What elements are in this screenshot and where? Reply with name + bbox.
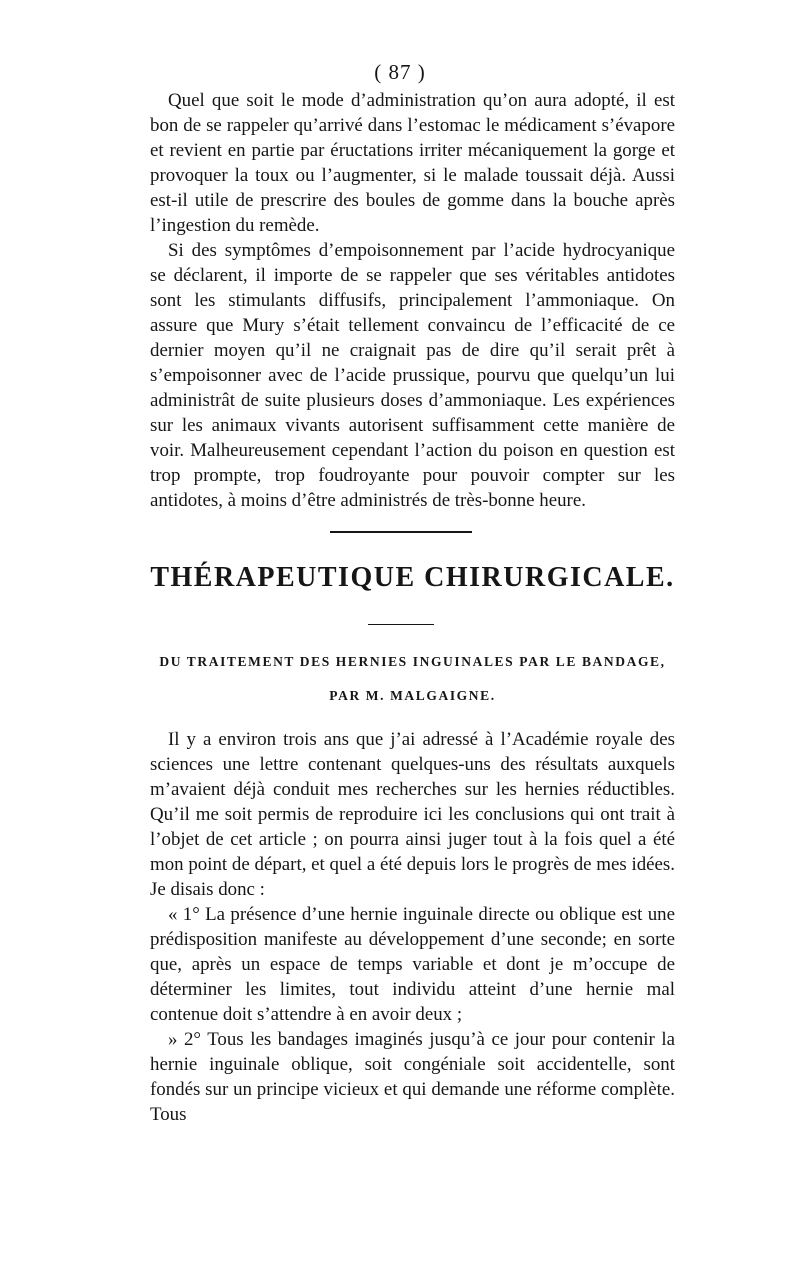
article-title: DU TRAITEMENT DES HERNIES INGUINALES PAR LE BANDAGE, [159,654,666,669]
section-title: THÉRAPEUTIQUE CHIRURGICALE. [150,562,675,593]
article-author: PAR M. MALGAIGNE. [329,688,496,703]
paragraph-antidotes: Si des symptômes d’empoisonnement par l’acide hydrocyanique se déclarent, il importe de se rappeler que ses véritables antidotes sont les stimulants diffusifs, principalement l’ammoniaque. On assure que Mury s’était tellement convaincu de l’efficacité de ce dernier moyen qu’il ne craignait pas de dire qu’il serait prêt à s’empoisonner avec de l’acide prussique, pourvu que quelqu’un lui administrât de suite plusieurs doses d’ammoniaque. Les expériences sur les animaux vivants autorisent suffisamment cette manière de voir. Malheureusement cependant l’action du poison en question est trop prompte, trop foudroyante pour pouvoir compter sur les antidotes, à moins d’être administrés de très-bonne heure. [150,240,675,511]
paragraph-conclusion-2: » 2° Tous les bandages imaginés jusqu’à ce jour pour contenir la hernie inguinale oblique, soit congéniale soit accidentelle, sont fondés sur un principe vicieux et qui demande une réforme complète. Tous [150,1029,675,1125]
paragraph-conclusion-1: « 1° La présence d’une hernie inguinale directe ou oblique est une prédisposition manifeste au développement d’une seconde; en sorte que, après un espace de temps variable et dont je m’occupe de déterminer les limites, tout individu atteint d’une hernie mal contenue doit s’attendre à en avoir deux ; [150,904,675,1025]
body-text-bottom [150,727,675,1127]
section-rule [368,624,434,625]
paragraph-administration: Quel que soit le mode d’administration qu’on aura adopté, il est bon de se rappeler qu’arrivé dans l’estomac le médicament s’évapore et revient en partie par éructations irriter mécaniquement la gorge et provoquer la toux ou l’augmenter, si le malade toussait déjà. Aussi est-il utile de prescrire des boules de gomme dans la bouche après l’ingestion du remède. [150,90,675,236]
separator-rule [330,531,472,533]
body-text-top [150,88,675,513]
paragraph-introduction: Il y a environ trois ans que j’ai adressé à l’Académie royale des sciences une lettre contenant quelques-uns des résultats auxquels m’avaient déjà conduit mes recherches sur les hernies réductibles. Qu’il me soit permis de reproduire ici les conclusions qui ont trait à l’objet de cet article ; on pourra ainsi juger tout à la fois quel a été mon point de départ, et quel a été depuis lors le progrès de mes idées. Je disais donc : [150,729,675,900]
page-number: ( 87 ) [374,60,426,84]
